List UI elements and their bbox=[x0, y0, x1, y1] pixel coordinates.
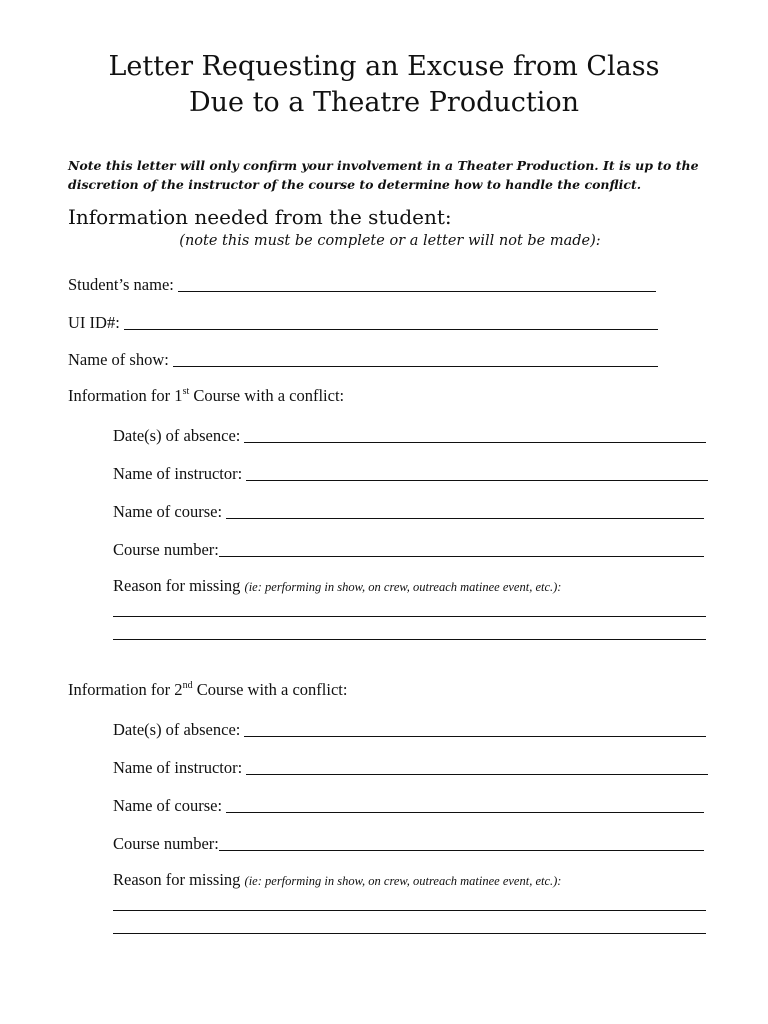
course-1-intro-prefix: Information for 1 bbox=[68, 386, 183, 405]
course-1-dates-label: Date(s) of absence: bbox=[113, 426, 241, 445]
course-1-intro bbox=[68, 385, 344, 407]
course-2-course-number-field[interactable] bbox=[113, 830, 704, 854]
course-2-course-name-field[interactable] bbox=[113, 792, 704, 816]
student-name-input-line[interactable] bbox=[178, 275, 656, 292]
course-1-course-name-label: Name of course: bbox=[113, 502, 223, 521]
course-1-course-name-field[interactable] bbox=[113, 498, 704, 522]
course-1-reason bbox=[113, 575, 561, 598]
course-2-course-number-input-line[interactable] bbox=[219, 834, 704, 851]
course-2-course-name-input-line[interactable] bbox=[226, 796, 704, 813]
course-2-intro-prefix: Information for 2 bbox=[68, 680, 183, 699]
student-name-field[interactable] bbox=[68, 271, 656, 295]
course-2-dates-input-line[interactable] bbox=[244, 720, 706, 737]
course-1-course-number-label: Course number: bbox=[113, 540, 219, 559]
course-2-reason-line-1[interactable] bbox=[113, 910, 706, 911]
course-1-intro-ordinal: st bbox=[182, 386, 190, 397]
course-1-instructor-label: Name of instructor: bbox=[113, 464, 243, 483]
course-2-dates-field[interactable] bbox=[113, 716, 706, 740]
note-line-2: discretion of the instructor of the course to determine how to handle the conflict. bbox=[68, 177, 642, 192]
course-2-intro-ordinal: nd bbox=[182, 680, 193, 691]
course-1-course-name-input-line[interactable] bbox=[226, 502, 704, 519]
note-line-1: Note this letter will only confirm your involvement in a Theater Production. It is up to the bbox=[68, 158, 699, 173]
course-2-reason-line-2[interactable] bbox=[113, 933, 706, 934]
document-title-line-1: Letter Requesting an Excuse from Class bbox=[108, 51, 660, 82]
course-1-intro-suffix: Course with a conflict: bbox=[189, 386, 345, 405]
course-2-intro bbox=[68, 679, 347, 701]
show-name-label: Name of show: bbox=[68, 350, 169, 369]
show-name-field[interactable] bbox=[68, 346, 658, 370]
course-1-reason-hint: (ie: performing in show, on crew, outreach matinee event, etc.): bbox=[244, 580, 562, 594]
course-2-intro-suffix: Course with a conflict: bbox=[192, 680, 348, 699]
course-1-instructor-field[interactable] bbox=[113, 460, 708, 484]
course-1-dates-input-line[interactable] bbox=[244, 426, 706, 443]
section-heading: Information needed from the student: bbox=[68, 205, 452, 229]
course-1-reason-line-2[interactable] bbox=[113, 639, 706, 640]
course-2-dates-label: Date(s) of absence: bbox=[113, 720, 241, 739]
course-1-dates-field[interactable] bbox=[113, 422, 706, 446]
student-name-label: Student’s name: bbox=[68, 275, 174, 294]
section-subheading: (note this must be complete or a letter will not be made): bbox=[179, 233, 601, 249]
ui-id-label: UI ID#: bbox=[68, 313, 120, 332]
course-2-instructor-field[interactable] bbox=[113, 754, 708, 778]
ui-id-input-line[interactable] bbox=[124, 313, 658, 330]
course-2-reason-label: Reason for missing bbox=[113, 870, 245, 889]
course-2-reason bbox=[113, 869, 561, 892]
course-2-reason-hint: (ie: performing in show, on crew, outreach matinee event, etc.): bbox=[244, 874, 562, 888]
show-name-input-line[interactable] bbox=[173, 350, 658, 367]
ui-id-field[interactable] bbox=[68, 309, 658, 333]
course-2-course-number-label: Course number: bbox=[113, 834, 219, 853]
course-1-reason-line-1[interactable] bbox=[113, 616, 706, 617]
course-1-instructor-input-line[interactable] bbox=[246, 464, 708, 481]
course-1-reason-label: Reason for missing bbox=[113, 576, 245, 595]
course-2-instructor-input-line[interactable] bbox=[246, 758, 708, 775]
course-1-course-number-field[interactable] bbox=[113, 536, 704, 560]
course-2-course-name-label: Name of course: bbox=[113, 796, 223, 815]
document-title-line-2: Due to a Theatre Production bbox=[188, 87, 579, 118]
course-1-course-number-input-line[interactable] bbox=[219, 540, 704, 557]
course-2-instructor-label: Name of instructor: bbox=[113, 758, 243, 777]
